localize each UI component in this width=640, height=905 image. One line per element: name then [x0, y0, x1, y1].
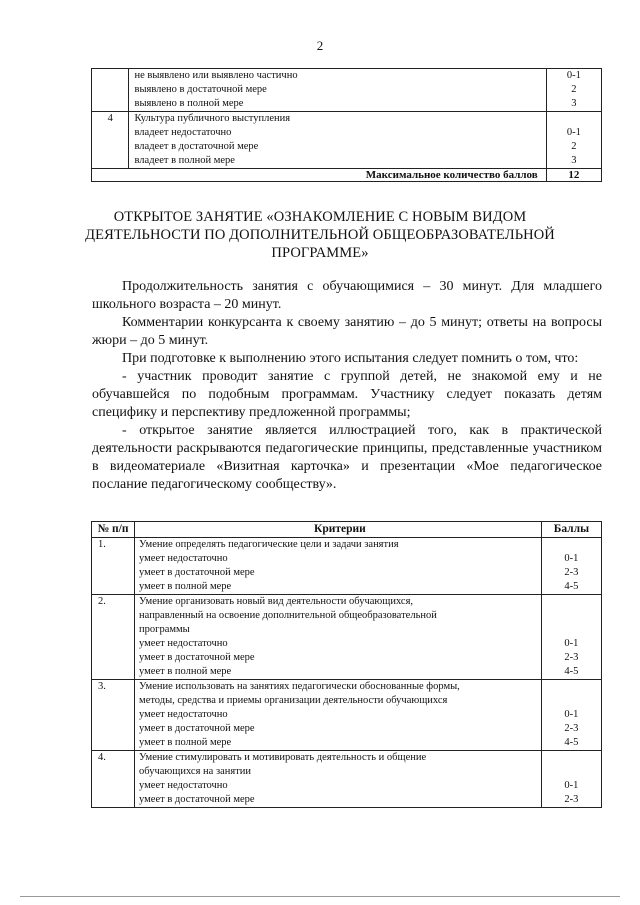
- criterion-text: направленный на освоение дополнительной общеобразовательной: [139, 610, 437, 621]
- score-value: 2-3: [564, 794, 579, 805]
- table-row: [92, 538, 602, 595]
- criterion-text: методы, средства и приемы организации деятельности обучающихся: [139, 695, 448, 706]
- criterion-text: обучающихся на занятии: [139, 766, 252, 777]
- header-num: № п/п: [92, 522, 135, 538]
- criterion-text: программы: [139, 624, 190, 635]
- score-cell: [541, 595, 601, 680]
- row-number: 4.: [92, 751, 135, 808]
- paragraph: Продолжительность занятия с обучающимися – 30 минут. Для младшего школьного возраста – 20 минут.: [92, 279, 602, 312]
- criterion-cell: [135, 751, 542, 808]
- score-value: 4-5: [564, 737, 579, 748]
- body-text: [92, 278, 602, 494]
- score-value: 2-3: [564, 567, 579, 578]
- level-text: умеет в достаточной мере: [139, 567, 255, 578]
- level-text: умеет в полной мере: [139, 666, 232, 677]
- score-cell: [541, 751, 601, 808]
- score-spacer: [547, 112, 601, 126]
- paragraph: - открытое занятие является иллюстрацией того, как в практической деятельности раскрываются педагогические принципы, представленные участником в видеоматериале «Визитная карточка» и презентации «Мое педагогическое послание педагогическому сообществу».: [92, 423, 602, 492]
- score-cell: [546, 112, 601, 169]
- level-text: выявлено в достаточной мере: [134, 84, 267, 95]
- paragraph: При подготовке к выполнению этого испытания следует помнить о том, что:: [122, 351, 579, 366]
- criterion-text: Умение определять педагогические цели и задачи занятия: [139, 539, 399, 550]
- score-spacer: [542, 694, 601, 708]
- table-row: [92, 69, 602, 112]
- criterion-cell: [129, 69, 546, 112]
- level-text: владеет недостаточно: [134, 127, 232, 138]
- criterion-cell: [135, 680, 542, 751]
- criterion-cell: [135, 595, 542, 680]
- top-table: [91, 68, 602, 182]
- level-text: владеет в достаточной мере: [134, 141, 259, 152]
- page-bottom-divider: [20, 896, 620, 897]
- criteria-table: [91, 521, 602, 808]
- page-number: 2: [316, 38, 324, 53]
- row-number: [92, 69, 129, 112]
- row-number: 4: [92, 112, 129, 169]
- table-row: [92, 595, 602, 680]
- criterion-cell: [135, 538, 542, 595]
- criterion-text: Умение стимулировать и мотивировать деятельность и общение: [139, 752, 427, 763]
- level-text: умеет недостаточно: [139, 780, 228, 791]
- score-value: 0-1: [566, 127, 581, 138]
- header-score: Баллы: [541, 522, 601, 538]
- score-value: 3: [571, 98, 577, 109]
- score-value: 0-1: [564, 709, 579, 720]
- row-number: 2.: [92, 595, 135, 680]
- criterion-text: Умение организовать новый вид деятельности обучающихся,: [139, 596, 414, 607]
- level-text: владеет в полной мере: [134, 155, 235, 166]
- level-text: умеет недостаточно: [139, 638, 228, 649]
- level-text: умеет в полной мере: [139, 581, 232, 592]
- row-number: 1.: [92, 538, 135, 595]
- section-title-line: ОТКРЫТОЕ ЗАНЯТИЕ «ОЗНАКОМЛЕНИЕ С НОВЫМ ВИДОМ: [113, 209, 527, 225]
- score-spacer: [542, 680, 601, 694]
- score-value: 4-5: [564, 581, 579, 592]
- table-row: [92, 751, 602, 808]
- score-spacer: [542, 765, 601, 779]
- total-row: [92, 169, 602, 182]
- paragraph: - участник проводит занятие с группой детей, не знакомой ему и не обучавшейся по подобным программам. Участнику следует показать детям специфику и перспективу предложенной программы;: [92, 369, 602, 420]
- level-text: умеет в достаточной мере: [139, 794, 255, 805]
- level-text: умеет недостаточно: [139, 709, 228, 720]
- section-title: [60, 208, 580, 262]
- score-value: 2-3: [564, 652, 579, 663]
- level-text: умеет в достаточной мере: [139, 652, 255, 663]
- score-value: 2: [571, 84, 577, 95]
- score-value: 4-5: [564, 666, 579, 677]
- level-text: умеет в полной мере: [139, 737, 232, 748]
- table-row: [92, 680, 602, 751]
- criterion-cell: [129, 112, 546, 169]
- criterion-text: Культура публичного выступления: [134, 113, 291, 124]
- score-cell: [546, 69, 601, 112]
- criterion-text: Умение использовать на занятиях педагогически обоснованные формы,: [139, 681, 460, 692]
- score-value: 3: [571, 155, 577, 166]
- paragraph: Комментарии конкурсанта к своему занятию – до 5 минут; ответы на вопросы жюри – до 5 минут.: [92, 315, 602, 348]
- level-text: не выявлено или выявлено частично: [134, 70, 298, 81]
- score-value: 2: [571, 141, 577, 152]
- score-value: 0-1: [566, 70, 581, 81]
- header-criteria: Критерии: [135, 522, 542, 538]
- section-title-line: ПРОГРАММЕ»: [271, 245, 369, 261]
- score-cell: [541, 538, 601, 595]
- section-title-line: ДЕЯТЕЛЬНОСТИ ПО ДОПОЛНИТЕЛЬНОЙ ОБЩЕОБРАЗОВАТЕЛЬНОЙ: [85, 227, 555, 243]
- score-cell: [541, 680, 601, 751]
- total-value: 12: [546, 169, 601, 182]
- score-spacer: [542, 595, 601, 609]
- level-text: умеет недостаточно: [139, 553, 228, 564]
- total-label: Максимальное количество баллов: [92, 169, 547, 182]
- score-value: 0-1: [564, 638, 579, 649]
- score-value: 2-3: [564, 723, 579, 734]
- level-text: умеет в достаточной мере: [139, 723, 255, 734]
- table-row: [92, 112, 602, 169]
- level-text: выявлено в полной мере: [134, 98, 244, 109]
- score-value: 0-1: [564, 553, 579, 564]
- score-spacer: [542, 623, 601, 637]
- score-value: 0-1: [564, 780, 579, 791]
- header-row: [92, 522, 602, 538]
- row-number: 3.: [92, 680, 135, 751]
- score-spacer: [542, 609, 601, 623]
- score-spacer: [542, 751, 601, 765]
- score-spacer: [542, 538, 601, 552]
